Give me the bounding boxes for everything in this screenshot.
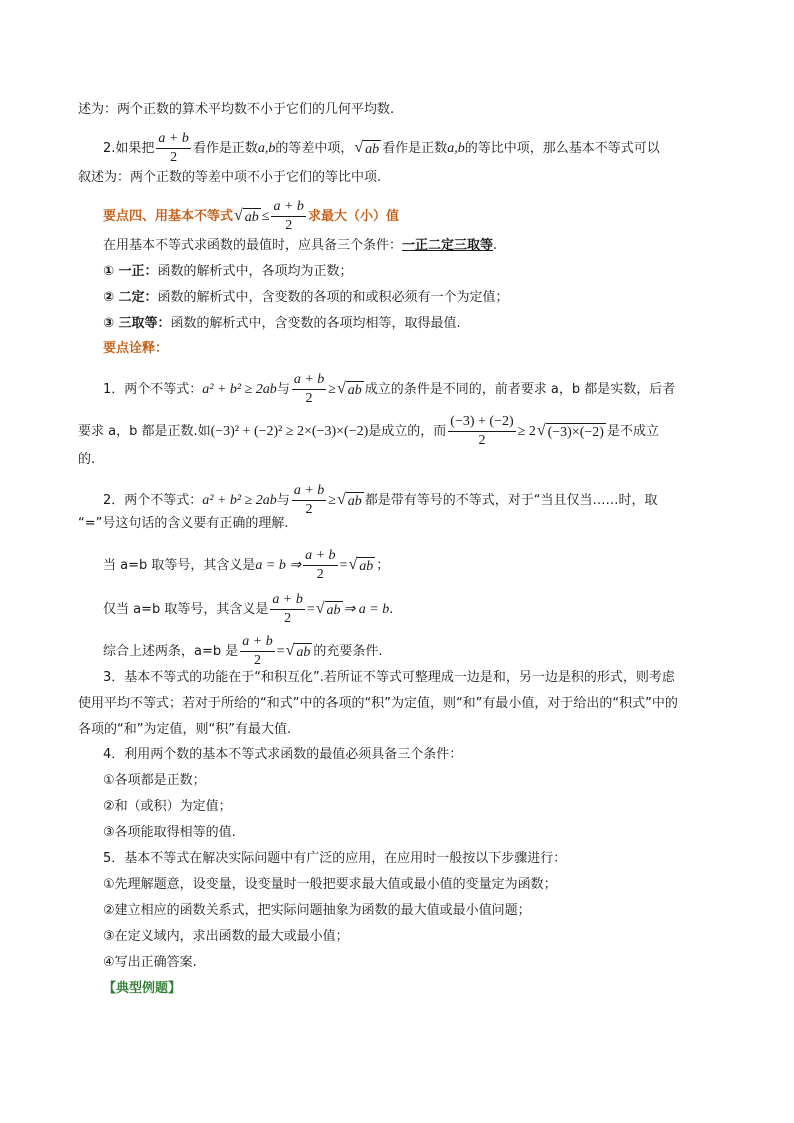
- note-3-line-2: 使用平均不等式；若对于所给的“和式”中的各项的“积”为定值，则“和”有最小值，对于给出的“积式”中的: [78, 696, 678, 711]
- sqrt: √ ab: [285, 642, 311, 660]
- note-5-item: ②建立相应的函数关系式，把实际问题抽象为函数的最大值或最小值问题；: [103, 903, 531, 918]
- note-2-line-1: 2．两个不等式：a² + b² ≥ 2ab与 $\frac{a + b}{2}$ ≥ √ ab 都是带有等号的不等式，对于“当且仅当……时，取: [103, 483, 658, 517]
- condition-1: ① 一正：函数的解析式中，各项均为正数；: [103, 264, 353, 279]
- sqrt: √ ab: [348, 556, 374, 574]
- note-5-item: ③在定义域内，求出函数的最大或最小值；: [103, 929, 349, 944]
- text: 看作是正数: [192, 141, 258, 156]
- fraction: $\frac{a + b}{2}$: [272, 592, 303, 626]
- note-4-item: ②和（或积）为定值；: [103, 799, 232, 814]
- fraction: $\frac{(-3) + (-2)}{2}$: [450, 414, 514, 448]
- note-5-head: 5．基本不等式在解决实际问题中有广泛的应用，在应用时一般按以下步骤进行：: [103, 851, 567, 866]
- text: 看作是正数: [382, 141, 448, 156]
- examples-heading: 【典型例题】: [103, 981, 182, 996]
- fraction: $\frac{a + b}{2}$: [273, 199, 304, 233]
- note-2-only-when: 仅当 a=b 取等号，其含义是 $\frac{a + b}{2}$ = √ ab ⇒ a = b.: [103, 592, 394, 626]
- note-1-line-3: 的.: [78, 452, 96, 467]
- note-2-when: 当 a=b 取等号，其含义是a = b ⇒ $\frac{a + b}{2}$ = √ ab ；: [103, 548, 390, 582]
- fraction: $\frac{a + b}{2}$: [293, 483, 325, 517]
- sqrt: √ ab: [354, 139, 380, 157]
- note-5-item: ④写出正确答案.: [103, 955, 197, 970]
- note-4-item: ③各项能取得相等的值.: [103, 825, 236, 840]
- sqrt: √ ab: [315, 600, 341, 618]
- fraction: $\frac{a + b}{2}$: [293, 372, 325, 406]
- section-heading: 要点四、用基本不等式 √ ab ≤ $\frac{a + b}{2}$ 求最大（小）值: [103, 199, 399, 233]
- text: 2.如果把: [103, 141, 155, 156]
- condition-2: ② 二定：函数的解析式中，含变数的各项的和或积必须有一个为定值；: [103, 290, 509, 305]
- conditions-intro: 在用基本不等式求函数的最值时，应具备三个条件：一正二定三取等.: [103, 238, 498, 253]
- paragraph-2-line-2: 叙述为：两个正数的等差中项不小于它们的等比中项.: [78, 170, 382, 185]
- note-1-line-1: 1．两个不等式：a² + b² ≥ 2ab与 $\frac{a + b}{2}$ ≥ √ ab 成立的条件是不同的，前者要求 a，b 都是实数，后者: [103, 372, 676, 406]
- note-2-summary: 综合上述两条，a=b 是 $\frac{a + b}{2}$ = √ ab 的充要条件.: [103, 634, 383, 668]
- note-5-item: ①先理解题意，设变量，设变量时一般把要求最大值或最小值的变量定为函数；: [103, 877, 557, 892]
- note-2-line-2: “=”号这句话的含义要有正确的理解.: [78, 516, 289, 531]
- note-3-line-1: 3．基本不等式的功能在于“和积互化”.若所证不等式可整理成一边是和，另一边是积的形式，则考虑: [103, 670, 675, 685]
- note-4-item: ①各项都是正数；: [103, 773, 206, 788]
- math: a,b: [447, 141, 465, 156]
- fraction: $\frac{a + b}{2}$: [305, 548, 336, 582]
- text-line: 述为：两个正数的算术平均数不小于它们的几何平均数.: [78, 102, 395, 117]
- note-1-line-2: 要求 a，b 都是正数.如(−3)² + (−2)² ≥ 2×(−3)×(−2)是成立的，而 $\frac{(-3) + (-2)}{2}$ ≥ 2 √ (−3)×(−2) 是不成立: [78, 414, 659, 448]
- fraction: $\frac{a + b}{2}$: [242, 634, 273, 668]
- sqrt: √ ab: [336, 380, 362, 398]
- sqrt: √ ab: [336, 491, 362, 509]
- sqrt: √ (−3)×(−2): [536, 422, 604, 440]
- text: 的等比中项，那么基本不等式可以: [464, 141, 660, 156]
- note-3-line-3: 各项的“和”为定值，则“积”有最大值.: [78, 722, 292, 737]
- fraction: $\frac{a + b}{2}$: [158, 131, 189, 165]
- notes-heading: 要点诠释：: [103, 341, 169, 356]
- sqrt: √ ab: [234, 207, 259, 225]
- paragraph-2-line-1: [103, 131, 660, 166]
- condition-3: ③ 三取等：函数的解析式中，含变数的各项均相等，取得最值.: [103, 316, 461, 331]
- note-4-head: 4．利用两个数的基本不等式求函数的最值必须具备三个条件：: [103, 747, 463, 762]
- text: 的等差中项，: [275, 141, 354, 156]
- math: a,b: [257, 141, 276, 156]
